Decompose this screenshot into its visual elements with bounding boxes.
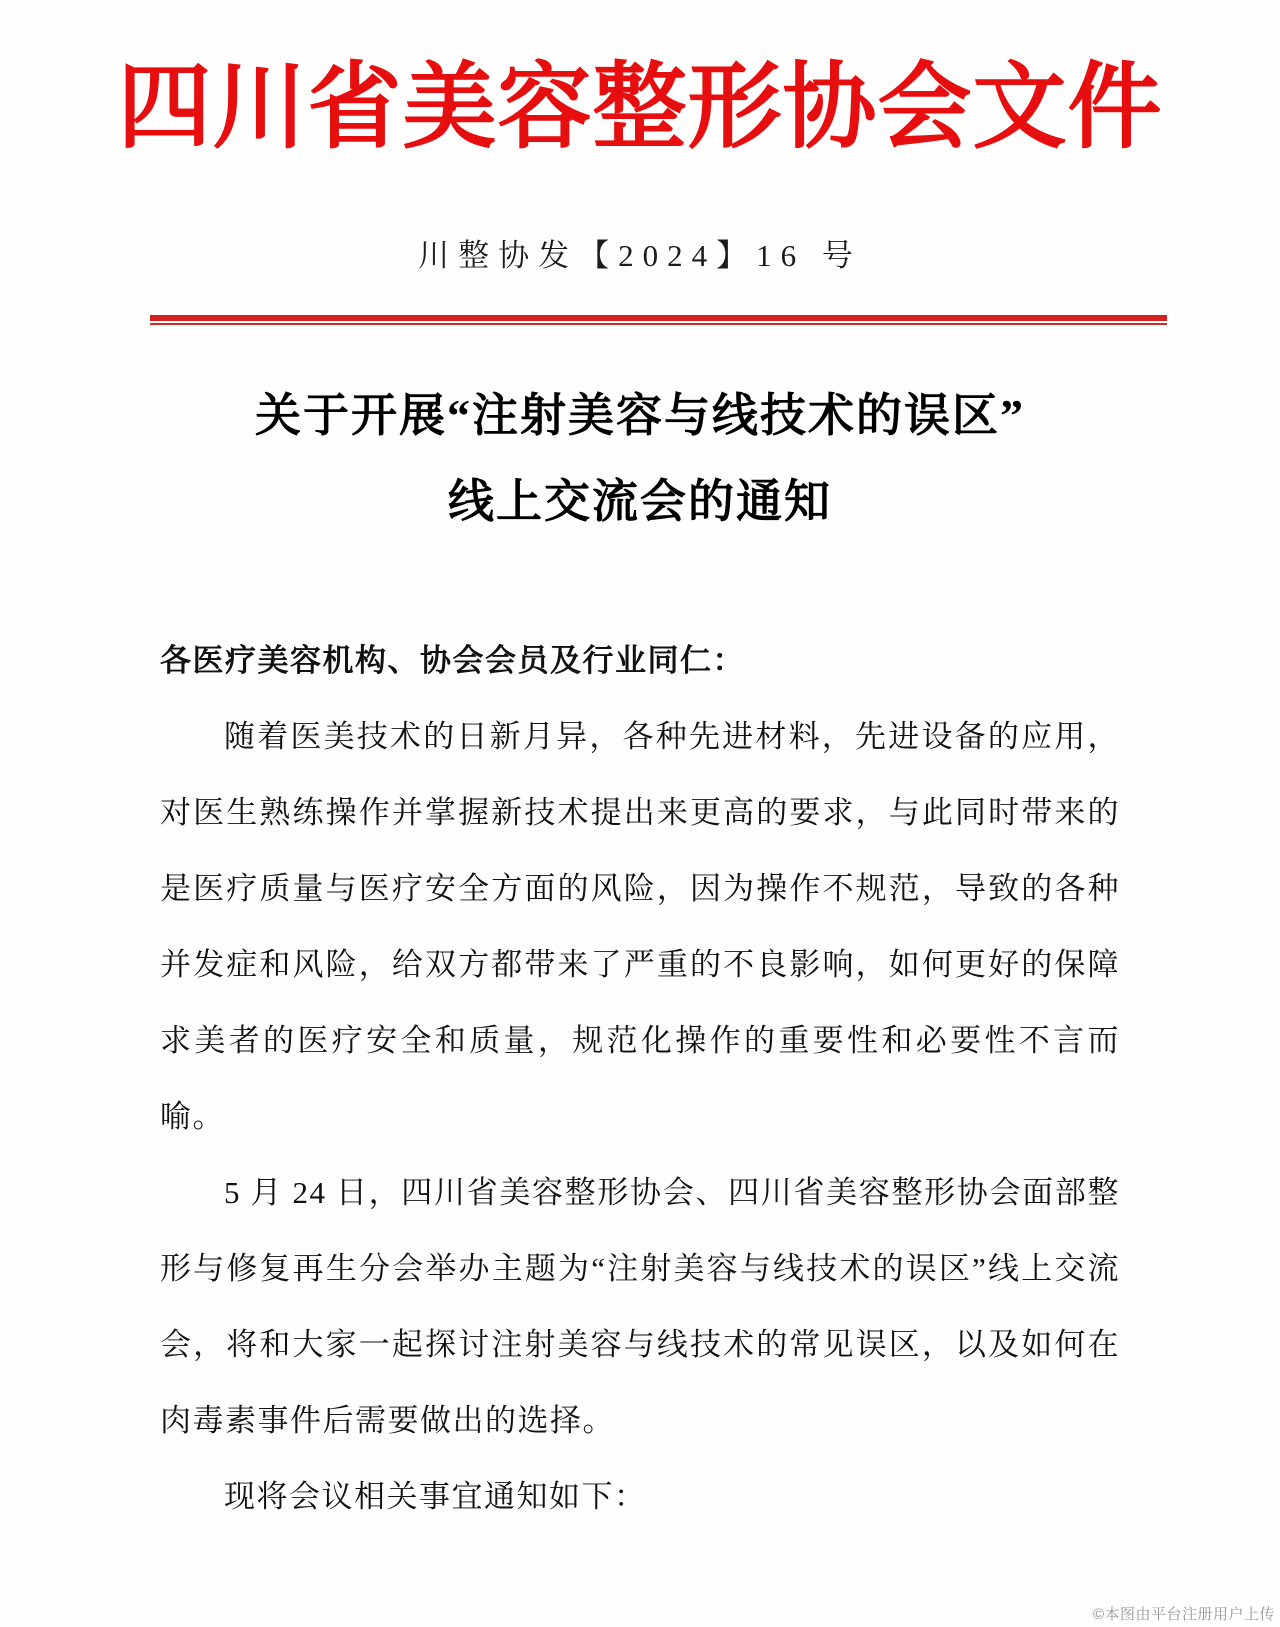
platform-watermark: ©本图由平台注册用户上传 (1092, 1606, 1275, 1623)
body-paragraph-2: 5 月 24 日，四川省美容整形协会、四川省美容整形协会面部整形与修复再生分会举办主题为“注射美容与线技术的误区”线上交流会，将和大家一起探讨注射美容与线技术的常见误区，以及如何在肉毒素事件后需要做出的选择。 (160, 1174, 1120, 1438)
red-separator-rule (150, 315, 1167, 325)
notice-title (0, 373, 1280, 545)
document-body (160, 623, 1120, 1535)
notice-title-line2: 线上交流会的通知 (448, 475, 832, 527)
salutation: 各医疗美容机构、协会会员及行业同仁： (160, 642, 745, 678)
document-number: 川整协发【2024】16 号 (418, 237, 862, 273)
red-rule-thin-line (150, 323, 1167, 325)
letterhead-title: 四川省美容整形协会文件 (117, 56, 1163, 160)
document-page (0, 50, 1280, 1627)
body-paragraph-3: 现将会议相关事宜通知如下： (224, 1478, 647, 1514)
body-paragraph-1: 随着医美技术的日新月异，各种先进材料，先进设备的应用，对医生熟练操作并掌握新技术提出来更高的要求，与此同时带来的是医疗质量与医疗安全方面的风险，因为操作不规范，导致的各种并发症和风险，给双方都带来了严重的不良影响，如何更好的保障求美者的医疗安全和质量，规范化操作的重要性和必要性不言而喻。 (160, 718, 1120, 1134)
notice-title-line1: 关于开展“注射美容与线技术的误区” (255, 389, 1025, 441)
red-rule-thick-line (150, 315, 1167, 321)
